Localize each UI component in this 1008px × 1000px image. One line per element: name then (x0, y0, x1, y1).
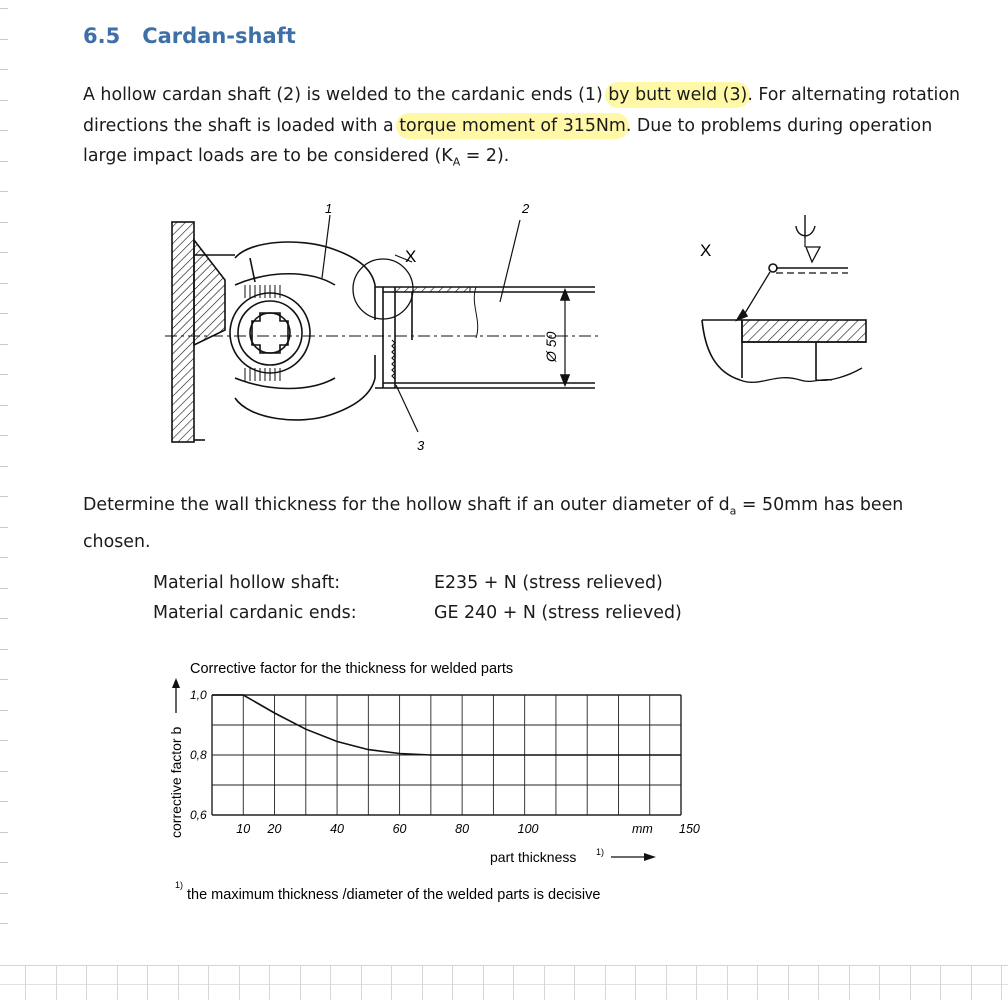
x-tick-label: 20 (267, 822, 282, 836)
x-tick-label: 150 (679, 822, 700, 836)
callout-3: 3 (417, 438, 425, 453)
y-tick-label: 0,8 (190, 748, 207, 762)
x-tick-label: 40 (330, 822, 344, 836)
x-unit-label: mm (632, 822, 653, 836)
x-tick-label: 60 (392, 822, 407, 836)
diameter-label: Ø 50 (543, 331, 559, 362)
intro-text: . Due to problems during operation (625, 115, 933, 136)
intro-text: . For alternating rotation (747, 85, 961, 105)
intro-text: directions the shaft is loaded with a (83, 115, 400, 136)
subscript: a (729, 504, 737, 518)
callout-x: X (405, 247, 417, 266)
ends-material-value: GE 240 + N (stress relieved) (434, 603, 682, 623)
weld-detail-drawing (690, 205, 875, 395)
intro-text: = 2). (460, 146, 510, 166)
x-tick-label: 80 (455, 822, 470, 836)
task-text: Determine the wall thickness for the hollow shaft if an outer diameter of d (83, 495, 730, 515)
highlight-butt-weld: by butt weld (3) (608, 85, 748, 105)
intro-paragraph (83, 80, 973, 178)
x-axis-arrowhead (644, 853, 656, 861)
ends-material-label: Material cardanic ends: (153, 603, 357, 623)
intro-text: A hollow cardan shaft (2) is welded to the cardanic ends (1) (83, 85, 609, 105)
section-number: 6.5 (83, 24, 121, 48)
y-tick-label: 0,6 (190, 808, 207, 822)
shaft-material-label: Material hollow shaft: (153, 573, 341, 593)
footnote-mark: 1) (175, 880, 184, 890)
callout-1: 1 (325, 201, 333, 216)
vertical-ruler (0, 0, 10, 950)
cardan-shaft-drawing (150, 195, 610, 465)
x-axis-footnote-mark: 1) (596, 847, 605, 857)
highlight-torque: torque moment of 315Nm (399, 115, 626, 136)
y-axis-arrowhead (172, 678, 180, 688)
section-title: Cardan-shaft (142, 24, 296, 48)
x-axis-label: part thickness (490, 849, 577, 865)
x-tick-label: 10 (236, 822, 251, 836)
task-text: chosen. (83, 531, 151, 552)
intro-text: large impact loads are to be considered (K (83, 146, 453, 166)
x-tick-label: 100 (517, 822, 539, 836)
horizontal-ruler (0, 965, 1008, 1000)
task-text: = 50mm has been (736, 495, 904, 515)
section-heading (83, 24, 296, 48)
callout-2: 2 (522, 201, 530, 216)
corrective-factor-chart (150, 650, 710, 910)
footnote-text: the maximum thickness /diameter of the welded parts is decisive (187, 887, 601, 903)
detail-x-label: X (700, 241, 712, 260)
y-tick-label: 1,0 (190, 688, 207, 702)
task-paragraph (83, 490, 973, 557)
subscript: A (452, 155, 461, 169)
chart-title: Corrective factor for the thickness for welded parts (190, 661, 514, 677)
shaft-material-value: E235 + N (stress relieved) (434, 573, 663, 593)
y-axis-label: corrective factor b (168, 726, 184, 838)
